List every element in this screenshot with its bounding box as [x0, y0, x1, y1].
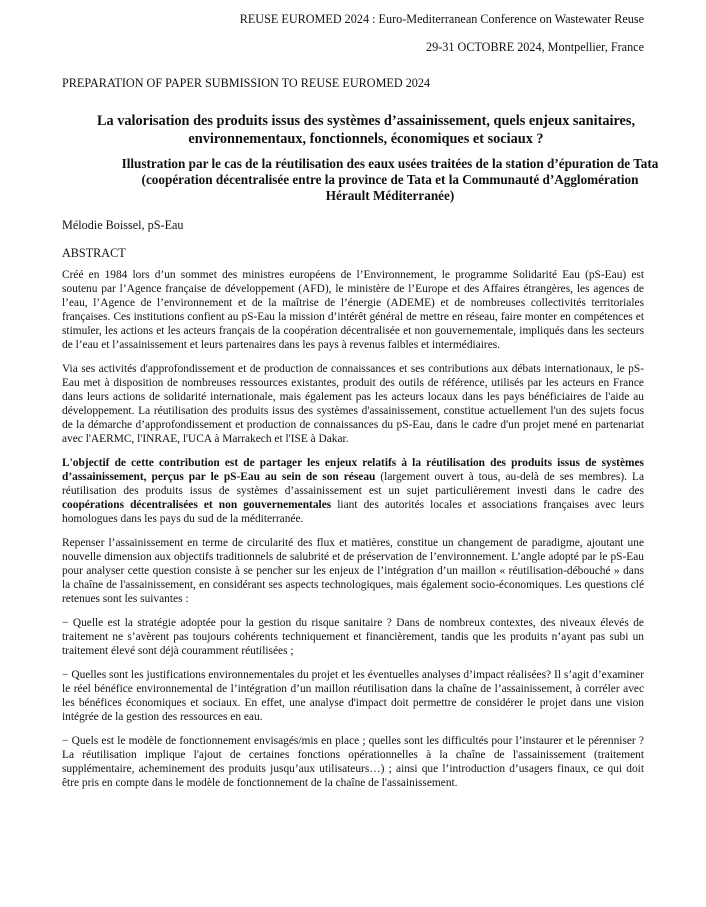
paragraph-paradigm: Repenser l’assainissement en terme de circularité des flux et matières, constitue un changement de paradigme, ajoutant une nouvelle dimension aux objectifs traditionnels de salubrité et de préservation de l’environnement. L’angle adopté par le pS-Eau pour analyser cette question consiste à se pencher sur les enjeux de l’intégration d’un maillon « réutilisation-débouché » dans la chaîne de l'assainissement, en considérant ses aspects technologiques, mais également socio-économiques. Les questions clé retenues sont les suivantes : — [62, 537, 644, 605]
preparation-line: PREPARATION OF PAPER SUBMISSION TO REUSE EUROMED 2024 — [62, 76, 431, 90]
cooperation-bold-text: coopérations décentralisées et non gouvernementales — [62, 499, 332, 511]
abstract-heading: ABSTRACT — [62, 246, 126, 260]
cooperation-text: liant des autorités locales et associations françaises avec leurs homologues dans les pays du sud de la méditerranée. — [62, 499, 644, 525]
paragraph-activities: Via ses activités d'approfondissement et de production de connaissances et ses contributions aux débats internationaux, le pS-Eau met à disposition de nombreuses ressources existantes, produit des outils de référence, utilisés par les acteurs en France dans leurs actions de solidarité internationale, mais également pas les acteurs locaux dans les pays bénéficiaires de l'aide au développement. La réutilisation des produits issus des systèmes d'assainissement, constitue actuellement l'un des sujets focus de la démarche d’approfondissement et production de connaissances du pS-Eau, dans le cadre d'un projet mené en partenariat avec l'AERMC, l'INRAE, l'UCA à Marrakech et l'ISE à Dakar. — [62, 363, 644, 445]
paper-title: La valorisation des produits issus des systèmes d’assainissement, quels enjeux sanitaires, environnementaux, fonctionnels, économiques et sociaux ? — [96, 113, 636, 147]
abstract-body — [62, 268, 644, 800]
question-environmental: − Quelles sont les justifications environnementales du projet et les éventuelles analyses d’impact réalisées? Il s’agit d’examiner le réel bénéfice environnemental de l’intégration d’un maillon réutilisation dans la chaîne de l’assainissement, à corréler avec les bénéfices économiques et sociaux. En effet, une analyse d'impact doit permettre de considérer le projet dans une vision intégrée de la gestion des ressources en eau. — [62, 669, 644, 723]
author-line: Mélodie Boissel, pS-Eau — [62, 218, 184, 232]
question-sanitary-risk: − Quelle est la stratégie adoptée pour la gestion du risque sanitaire ? Dans de nombreux contextes, des niveaux élevés de traitement ne s’avèrent pas toujours cohérents techniquement et financièrement, tandis que les produits n’ayant pas subi un traitement élevé sont déjà couramment réutilisées ; — [62, 617, 644, 657]
objective-bold-text: L'objectif de cette contribution est de partager les enjeux relatifs à la réutilisation des produits issus de systèmes d’assainissement, perçus par le pS-Eau au sein de son réseau — [62, 457, 644, 483]
paper-subtitle: Illustration par le cas de la réutilisation des eaux usées traitées de la station d’épuration de Tata (coopération décentralisée entre la province de Tata et la Communauté d’Agglomération Hérault Méditerranée) — [121, 156, 659, 203]
question-operating-model: − Quels est le modèle de fonctionnement envisagés/mis en place ; quelles sont les difficultés pour l’instaurer et le pérenniser ? La réutilisation implique l'ajout de certaines fonctions opérationnelles à la chaîne de l'assainissement (traitement supplémentaire, acheminement des produits jusqu’aux utilisateurs…) ; ainsi que l’introduction d’usagers finaux, ce qui doit être pris en compte dans le modèle de fonctionnement de la chaîne de l'assainissement. — [62, 735, 644, 789]
paragraph-objective — [62, 456, 644, 526]
conference-dates: 29-31 OCTOBRE 2024, Montpellier, France — [426, 40, 644, 54]
paragraph-intro: Créé en 1984 lors d’un sommet des ministres européens de l’Environnement, le programme Solidarité Eau (pS-Eau) est soutenu par l’Agence française de développement (AFD), le ministère de l’Europe et des Affaires étrangères, les agences de l’eau, l’Agence de l’environnement et de la maîtrise de l’énergie (ADEME) et de nombreuses collectivités territoriales françaises. Ces institutions confient au pS-Eau la mission d’intérêt général de mettre en réseau, faire monter en compétences et stimuler, les actions et les acteurs français de la coopération décentralisée et non gouvernementale, impliqués dans les secteurs de l’eau et l’assainissement et leurs partenaires dans les pays à revenus faibles et intermédiaires. — [62, 269, 644, 351]
conference-header: REUSE EUROMED 2024 : Euro-Mediterranean Conference on Wastewater Reuse — [239, 12, 644, 26]
objective-text: (largement ouvert à tous, au-delà de ses membres). La réutilisation des produits issus de systèmes d’assainissement est un sujet particulièrement investi dans le cadre des — [62, 471, 644, 497]
